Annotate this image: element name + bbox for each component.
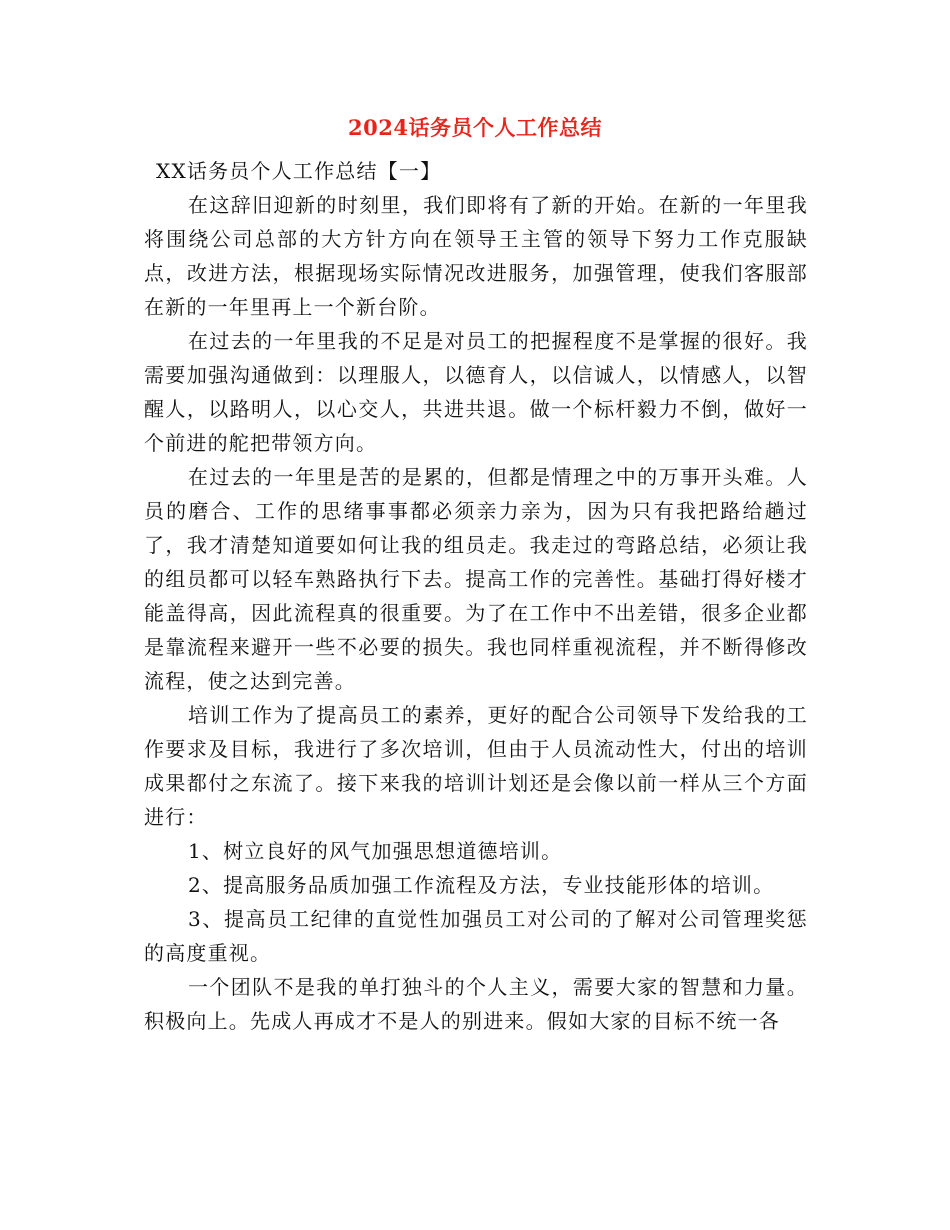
list-item-2: 2、提高服务品质加强工作流程及方法，专业技能形体的培训。 — [188, 873, 775, 897]
document-title: 2024话务员个人工作总结 — [348, 115, 602, 140]
paragraph-1: 在这辞旧迎新的时刻里，我们即将有了新的开始。在新的一年里我将围绕公司总部的大方针方向在领导王主管的领导下努力工作克服缺点，改进方法，根据现场实际情况改进服务，加强管理，使我们客服部在新的一年里再上一个新台阶。 — [144, 193, 808, 319]
paragraph-5: 一个团队不是我的单打独斗的个人主义，需要大家的智慧和力量。积极向上。先成人再成才不是人的别进来。假如大家的目标不统一各 — [144, 975, 808, 1033]
paragraph-4: 培训工作为了提高员工的素养，更好的配合公司领导下发给我的工作要求及目标，我进行了多次培训，但由于人员流动性大，付出的培训成果都付之东流了。接下来我的培训计划还是会像以前一样从三个方面进行： — [144, 703, 808, 829]
list-item-1: 1、树立良好的风气加强思想道德培训。 — [188, 839, 563, 863]
list-item-3: 3、提高员工纪律的直觉性加强员工对公司的了解对公司管理奖惩的高度重视。 — [144, 907, 808, 965]
paragraph-2: 在过去的一年里我的不足是对员工的把握程度不是掌握的很好。我需要加强沟通做到：以理服人，以德育人，以信诚人，以情感人，以智醒人，以路明人，以心交人，共进共退。做一个标杆毅力不倒，做好一个前进的舵把带领方向。 — [144, 329, 808, 455]
section-heading: XX话务员个人工作总结【一】 — [156, 159, 442, 183]
paragraph-3: 在过去的一年里是苦的是累的，但都是情理之中的万事开头难。人员的磨合、工作的思绪事事都必须亲力亲为，因为只有我把路给趟过了，我才清楚知道要如何让我的组员走。我走过的弯路总结，必须让我的组员都可以轻车熟路执行下去。提高工作的完善性。基础打得好楼才能盖得高，因此流程真的很重要。为了在工作中不出差错，很多企业都是靠流程来避开一些不必要的损失。我也同样重视流程，并不断得修改流程，使之达到完善。 — [144, 465, 808, 693]
document-body — [144, 154, 808, 1038]
